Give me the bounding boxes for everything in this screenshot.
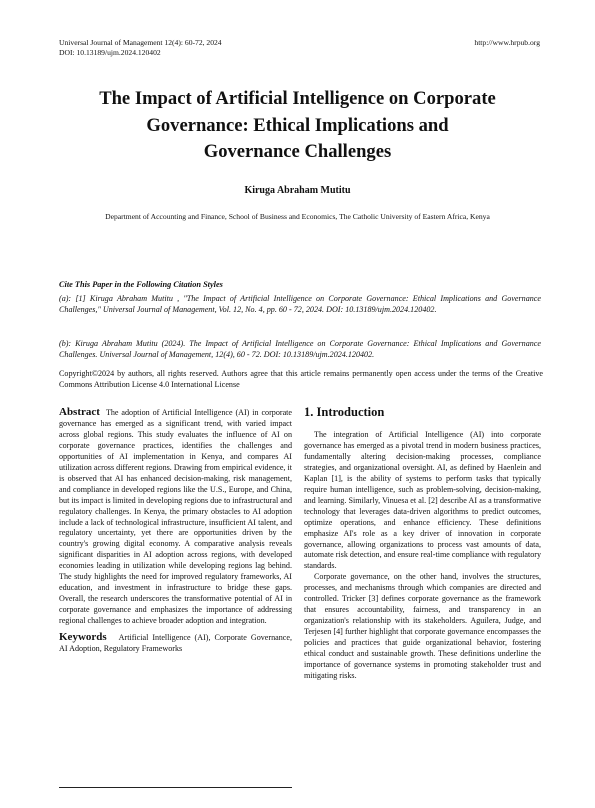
journal-url[interactable]: http://www.hrpub.org bbox=[474, 38, 540, 47]
abstract-label: Abstract bbox=[59, 406, 100, 418]
title-line: Governance: Ethical Implications and bbox=[146, 114, 449, 136]
introduction-body bbox=[304, 430, 541, 682]
citation-style-a: (a): [1] Kiruga Abraham Mutitu , "The Impact of Artificial Intelligence on Corporate Governance: Ethical Implications and Governance Challenges," Universal Journal of Management, Vol. 12, No. 4, pp. 60 - 72, 2024. DOI: 10.13189/ujm.2024.120402. bbox=[59, 294, 541, 314]
copyright-notice: Copyright©2024 by authors, all rights reserved. Authors agree that this article remains permanently open access under the terms of the Creative Commons Attribution License 4.0 International License bbox=[59, 369, 543, 389]
citation-style-b: (b): Kiruga Abraham Mutitu (2024). The Impact of Artificial Intelligence on Corporate Governance: Ethical Implications and Governance Challenges. Universal Journal of Management, 12(4), 60 - 72. DOI: 10.13189/ujm.2024.120402. bbox=[59, 339, 541, 359]
paper-title bbox=[40, 86, 555, 166]
section-heading: 1. Introduction bbox=[304, 405, 385, 419]
keywords-text: Artificial Intelligence (AI), Corporate Governance, AI Adoption, Regulatory Frameworks bbox=[59, 633, 292, 653]
journal-info: Universal Journal of Management 12(4): 60-72, 2024 bbox=[59, 38, 222, 47]
affiliation: Department of Accounting and Finance, School of Business and Economics, The Catholic University of Eastern Africa, Kenya bbox=[105, 212, 490, 221]
doi: DOI: 10.13189/ujm.2024.120402 bbox=[59, 48, 161, 57]
title-line: The Impact of Artificial Intelligence on Corporate bbox=[99, 88, 496, 109]
abstract-section bbox=[59, 407, 292, 627]
paragraph: Corporate governance, on the other hand, involves the structures, processes, and mechanisms through which companies are directed and controlled. Tricker [3] defines corporate governance as the framework that ensures accountability, fairness, and transparency in an organization's relationship with its stakeholders. Aguilera, Judge, and Terjesen [4] further highlight that corporate governance encompasses the policies and practices that guide organizational behavior, fostering ethical conduct and sustainable growth. These definitions underline the importance of governance systems in promoting stakeholder trust and mitigating risks. bbox=[304, 572, 541, 680]
abstract-text: The adoption of Artificial Intelligence (AI) in corporate governance has emerged as a significant trend, with varied impact across global regions. This study evaluates the influence of AI on corporate governance practices, identifies the challenges and opportunities of AI implementation in Kenya, and compares AI utilization across different regions. Drawing from empirical evidence, it is observed that AI has enhanced decision-making, risk management, and compliance in developed regions like the U.S., Europe, and China, but its impact is limited in developing regions due to infrastructural and regulatory challenges. In Kenya, the primary obstacles to AI adoption include a lack of technological infrastructure, insufficient AI talent, and regulatory uncertainty, yet there are opportunities driven by the country's growing digital economy. A comparative analysis reveals significant disparities in AI adoption across regions, with developed economies leading in utilization while developing regions lag behind. The study highlights the need for improved regulatory frameworks, AI education, and investment in infrastructure to bridge these gaps. Overall, the research underscores the transformative potential of AI in corporate governance and emphasizes the importance of addressing regional challenges to achieve broader adoption and integration. bbox=[59, 408, 292, 626]
keywords-label: Keywords bbox=[59, 631, 107, 643]
running-header bbox=[59, 38, 222, 58]
author-name: Kiruga Abraham Mutitu bbox=[244, 185, 351, 196]
citation-heading: Cite This Paper in the Following Citation Styles bbox=[59, 280, 223, 289]
paragraph: The integration of Artificial Intelligence (AI) into corporate governance has emerged as a pivotal trend in modern business practices, fundamentally altering decision-making processes, compliance strategies, and organizational oversight. AI, as defined by Haenlein and Kaplan [1], is the ability of systems to perform tasks that typically require human intelligence, such as problem-solving, decision-making, and learning. Similarly, Vinuesa et al. [2] describe AI as a transformative technology that leverages data-driven algorithms to predict outcomes, optimize operations, and enhance efficiency. These definitions emphasize AI's role as a key driver of innovation in corporate governance, allowing organizations to process vast amounts of data, automate risk detection, and ensure real-time compliance with regulatory standards. bbox=[304, 430, 541, 571]
keywords-section bbox=[59, 632, 292, 654]
section-divider bbox=[59, 787, 292, 788]
title-line: Governance Challenges bbox=[203, 141, 392, 162]
